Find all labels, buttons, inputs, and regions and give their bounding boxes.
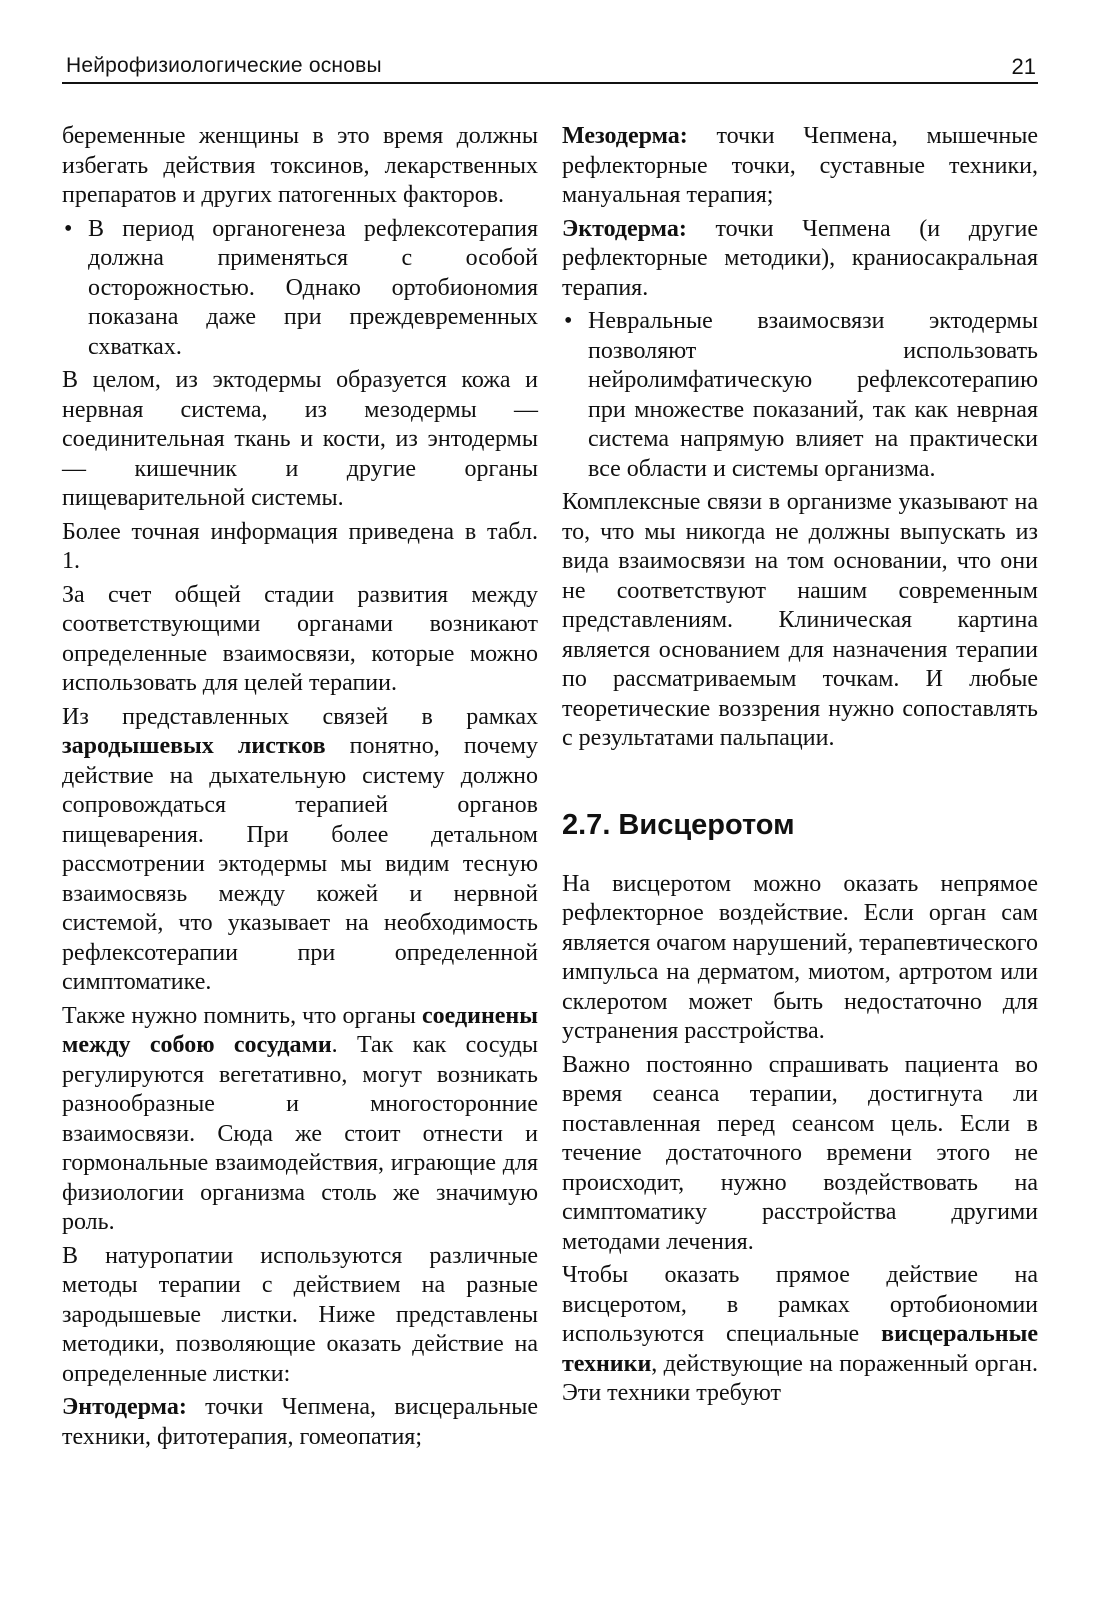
- text-run: точки Чепмена, мышечные рефлекторные точки, суставные техники, мануальная терапия;: [562, 123, 1038, 208]
- paragraph: [62, 1002, 538, 1238]
- bold-term: Энтодерма:: [62, 1394, 187, 1420]
- right-column: [562, 122, 1038, 1413]
- paragraph: беременные женщины в это время должны избегать действия токсинов, лекарственных препаратов и других патогенных факторов.: [62, 123, 538, 208]
- text-run: . Так как сосуды регулируются вегетативно, могут возникать разнообразные и многосторонние взаимосвязи. Сюда же стоит отнести и гормональные взаимодействия, играющие для физиологии организма столь же значимую роль.: [62, 1032, 538, 1235]
- paragraph: [62, 703, 538, 998]
- paragraph: В целом, из эктодермы образуется кожа и нервная система, из мезодермы — соединительная ткань и кости, из энтодермы — кишечник и другие органы пищеварительной системы.: [62, 367, 538, 511]
- text-run: , действующие на пораженный орган. Эти техники требуют: [562, 1350, 1038, 1406]
- section-heading: 2.7. Висцеротом: [562, 808, 795, 841]
- running-header: [62, 48, 1038, 84]
- bullet-item: [62, 215, 538, 363]
- text-run: Также нужно помнить, что органы: [62, 1002, 422, 1029]
- paragraph: За счет общей стадии развития между соответствующими органами возникают определенные взаимосвязи, которые можно использовать для целей терапии.: [62, 581, 538, 696]
- left-column: [62, 122, 538, 1456]
- paragraph: Комплексные связи в организме указывают на то, что мы никогда не должны выпускать из вида взаимосвязи на том основании, что они не соответствуют нашим современным представлениям. Клиническая картина является основанием для назначения терапии по рассматриваемым точкам. И любые теоретические воззрения нужно сопоставлять с результатами пальпации.: [562, 489, 1038, 751]
- bold-term: висцеральные техники: [562, 1321, 1038, 1377]
- text-run: точки Чепмена, висцеральные техники, фитотерапия, гомеопатия;: [62, 1394, 538, 1450]
- bullet-icon: •: [564, 308, 573, 334]
- text-run: Чтобы оказать прямое действие на висцеротом, в рамках ортобиономии используются специальные: [562, 1262, 1038, 1347]
- text-run: понятно, почему действие на дыхательную систему должно сопровождаться терапией органов пищеварения. При более детальном рассмотрении эктодермы мы видим тесную взаимосвязь между кожей и нервной системой, что указывает на необходимость рефлексотерапии при определенной симптоматике.: [62, 733, 538, 995]
- bullet-icon: •: [64, 215, 73, 242]
- bold-term: Мезодерма:: [562, 123, 688, 149]
- paragraph: [62, 1393, 538, 1452]
- bullet-text: В период органогенеза рефлексотерапия должна применяться с особой осторожностью. Однако ортобиономия показана даже при преждевременных схватках.: [88, 215, 538, 360]
- paragraph: На висцеротом можно оказать непрямое рефлекторное воздействие. Если орган сам является очагом нарушений, терапевтического импульса на дерматом, миотом, артротом или склеротом может быть недостаточно для устранения расстройства.: [562, 870, 1038, 1044]
- bullet-text: Невральные взаимосвязи эктодермы позволяют использовать нейролимфатическую рефлексотерапию при множестве показаний, так как неврная система напрямую влияет на практически все области и системы организма.: [588, 308, 1038, 482]
- bold-term: зародышевых листков: [62, 733, 326, 759]
- paragraph: Важно постоянно спрашивать пациента во время сеанса терапии, достигнута ли поставленная перед сеансом цель. Если в течение достаточного времени этого не происходит, нужно воздействовать на симптоматику расстройства другими методами лечения.: [562, 1051, 1038, 1255]
- paragraph: [562, 1261, 1038, 1409]
- paragraph: [562, 122, 1038, 211]
- paragraph: Более точная информация приведена в табл. 1.: [62, 518, 538, 574]
- text-run: точки Чепмена (и другие рефлекторные методики), краниосакральная терапия.: [562, 215, 1038, 301]
- running-title: Нейрофизиологические основы: [66, 54, 382, 77]
- bold-term: Эктодерма:: [562, 215, 687, 242]
- page-number: 21: [1011, 54, 1036, 79]
- paragraph: [562, 215, 1038, 304]
- paragraph: В натуропатии используются различные методы терапии с действием на разные зародышевые листки. Ниже представлены методики, позволяющие оказать действие на определенные листки:: [62, 1242, 538, 1387]
- bullet-item: [562, 307, 1038, 484]
- text-run: Из представленных связей в рамках: [62, 703, 538, 730]
- bold-term: соединены между собою сосудами: [62, 1002, 538, 1058]
